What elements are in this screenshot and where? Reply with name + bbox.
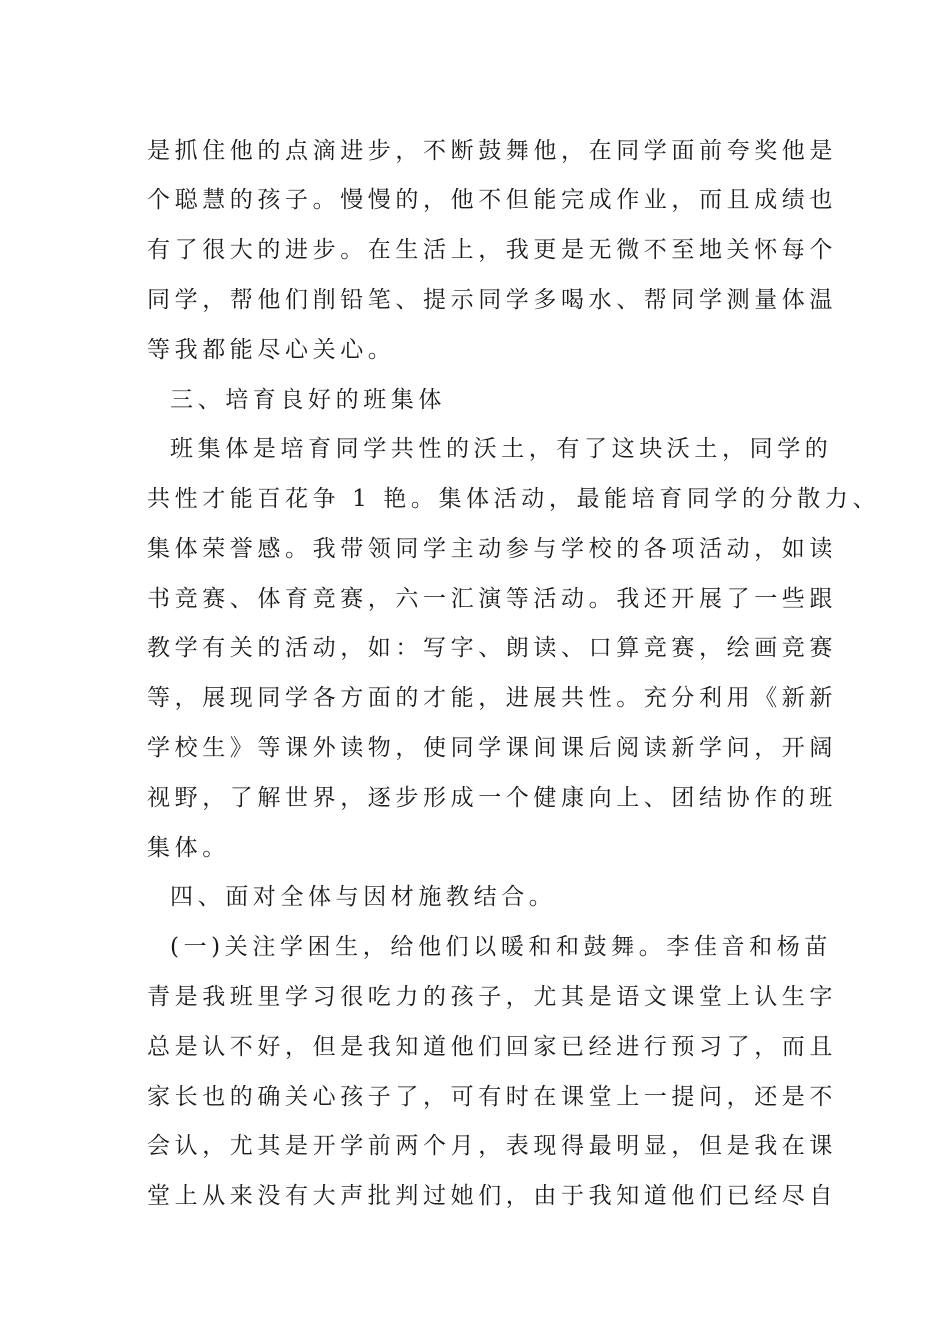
paragraph-line: 学校生》等课外读物，使同学课间课后阅读新学问，开阔 [147,735,837,761]
paragraph-line: 集体。 [147,835,230,861]
paragraph-line: 堂上从来没有大声批判过她们，由于我知道他们已经尽自 [147,1183,837,1209]
paragraph-line: 共性才能百花争 1 艳。集体活动，最能培育同学的分散力、 [147,486,881,512]
paragraph-line: 等我都能尽心关心。 [147,337,396,363]
subsection-line: (一)关注学困生，给他们以暖和和鼓舞。李佳音和杨苗 [170,934,832,960]
paragraph-line: 书竞赛、体育竞赛，六一汇演等活动。我还开展了一些跟 [147,586,837,612]
paragraph-line: 教学有关的活动，如：写字、朗读、口算竞赛，绘画竞赛 [147,635,837,661]
paragraph-line: 是抓住他的点滴进步，不断鼓舞他，在同学面前夸奖他是 [147,138,837,164]
paragraph-line: 个聪慧的孩子。慢慢的，他不但能完成作业，而且成绩也 [147,187,837,213]
paragraph-line: 等，展现同学各方面的才能，进展共性。充分利用《新新 [147,685,837,711]
section-heading: 三、培育良好的班集体 [170,387,446,413]
paragraph-line: 同学，帮他们削铅笔、提示同学多喝水、帮同学测量体温 [147,287,837,313]
paragraph-line: 家长也的确关心孩子了，可有时在课堂上一提问，还是不 [147,1084,837,1110]
paragraph-line: 青是我班里学习很吃力的孩子，尤其是语文课堂上认生字 [147,984,837,1010]
paragraph-line: 视野，了解世界，逐步形成一个健康向上、团结协作的班 [147,785,837,811]
section-heading: 四、面对全体与因材施教结合。 [170,884,557,910]
paragraph-line: 会认，尤其是开学前两个月，表现得最明显，但是我在课 [147,1133,837,1159]
paragraph-line: 总是认不好，但是我知道他们回家已经进行预习了，而且 [147,1034,837,1060]
paragraph-line: 有了很大的进步。在生活上，我更是无微不至地关怀每个 [147,237,837,263]
paragraph-line: 集体荣誉感。我带领同学主动参与学校的各项活动，如读 [147,536,837,562]
paragraph-line: 班集体是培育同学共性的沃土，有了这块沃土，同学的 [170,436,833,462]
